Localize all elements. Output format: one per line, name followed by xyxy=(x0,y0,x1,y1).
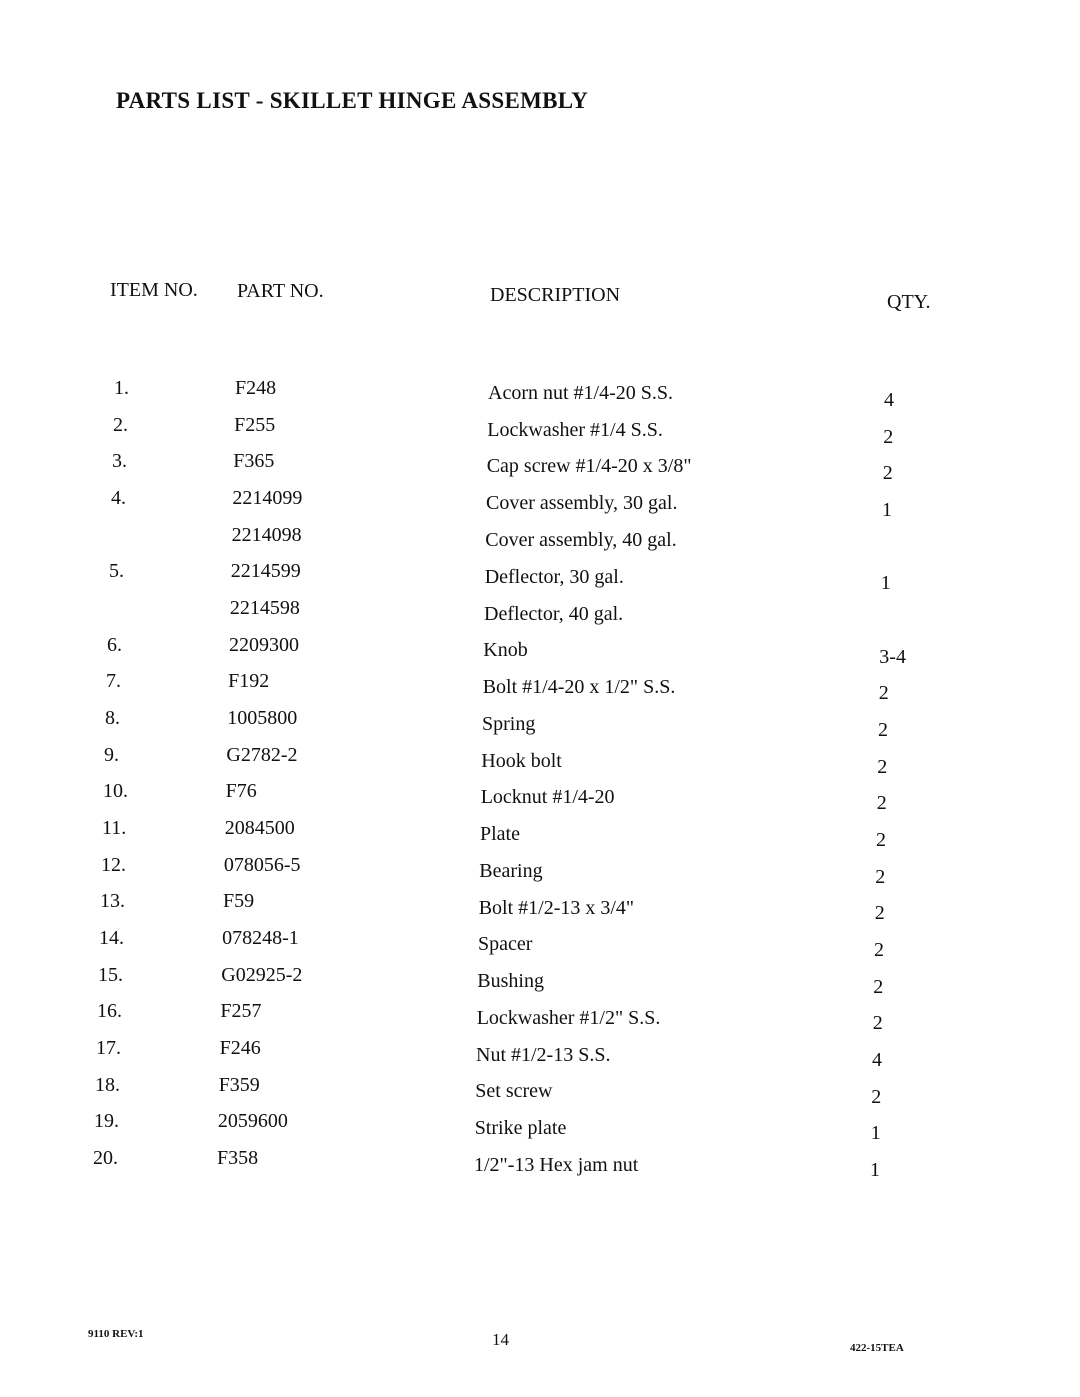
table-row xyxy=(0,743,1080,778)
description: Locknut #1/4-20 xyxy=(480,786,615,809)
table-row xyxy=(0,1110,1080,1145)
part-number: F359 xyxy=(218,1073,260,1096)
part-number: 2214099 xyxy=(232,487,303,509)
page-title: PARTS LIST - SKILLET HINGE ASSEMBLY xyxy=(116,88,589,113)
quantity: 2 xyxy=(874,939,884,961)
part-number: F365 xyxy=(233,450,275,473)
part-number: 078056-5 xyxy=(223,853,301,876)
table-row xyxy=(0,817,1080,851)
column-header-item-no: ITEM NO. xyxy=(110,279,198,301)
item-number: 20. xyxy=(93,1147,118,1169)
description: Cover assembly, 40 gal. xyxy=(485,529,677,552)
quantity: 2 xyxy=(876,829,886,851)
part-number: 2059600 xyxy=(217,1110,288,1133)
column-header-part-no: PART NO. xyxy=(237,280,324,302)
table-row xyxy=(0,963,1080,998)
part-number: 2214599 xyxy=(230,560,301,583)
description: 1/2"-13 Hex jam nut xyxy=(474,1154,639,1176)
table-row xyxy=(0,927,1080,961)
table-row xyxy=(0,597,1080,627)
table-row xyxy=(0,890,1080,925)
item-number: 8. xyxy=(105,707,120,729)
description: Plate xyxy=(480,823,520,846)
quantity: 2 xyxy=(874,902,885,925)
item-number: 15. xyxy=(98,963,123,986)
description: Spring xyxy=(482,712,536,735)
description: Cap screw #1/4-20 x 3/8" xyxy=(486,455,692,478)
part-number: F255 xyxy=(234,413,276,436)
table-row xyxy=(0,1000,1080,1035)
quantity: 2 xyxy=(872,1012,883,1035)
table-row xyxy=(0,524,1080,554)
item-number: 9. xyxy=(104,743,119,766)
description: Spacer xyxy=(478,933,533,956)
description: Nut #1/2-13 S.S. xyxy=(476,1043,611,1066)
description: Bolt #1/4-20 x 1/2" S.S. xyxy=(482,676,676,699)
quantity: 4 xyxy=(884,389,894,411)
description: Knob xyxy=(483,639,528,662)
part-number: 2214598 xyxy=(229,597,300,619)
item-number: 18. xyxy=(95,1073,120,1096)
description: Cover assembly, 30 gal. xyxy=(486,492,678,515)
table-row xyxy=(0,560,1080,595)
table-row xyxy=(0,707,1080,741)
description: Bushing xyxy=(477,970,544,993)
table-row xyxy=(0,487,1080,521)
quantity: 1 xyxy=(880,572,891,595)
quantity: 2 xyxy=(882,462,893,485)
description: Bolt #1/2-13 x 3/4" xyxy=(478,896,635,919)
item-number: 4. xyxy=(111,487,126,509)
part-number: F246 xyxy=(219,1037,261,1059)
description: Lockwasher #1/4 S.S. xyxy=(487,418,663,441)
table-row xyxy=(0,853,1080,888)
quantity: 1 xyxy=(870,1122,881,1145)
part-number: F192 xyxy=(228,670,270,693)
description: Acorn nut #1/4-20 S.S. xyxy=(488,382,673,404)
table-row xyxy=(0,413,1080,448)
description: Hook bolt xyxy=(481,749,562,772)
item-number: 14. xyxy=(99,927,124,949)
item-number: 11. xyxy=(102,817,127,839)
description: Deflector, 30 gal. xyxy=(484,565,624,588)
column-header-description: DESCRIPTION xyxy=(490,284,621,306)
quantity: 2 xyxy=(878,719,888,741)
part-number: 2214098 xyxy=(231,523,302,546)
table-row xyxy=(0,1147,1080,1181)
part-number: 078248-1 xyxy=(222,927,299,949)
quantity: 2 xyxy=(878,682,889,705)
item-number: 17. xyxy=(96,1037,121,1059)
quantity: 2 xyxy=(877,755,888,778)
part-number: F257 xyxy=(220,1000,262,1023)
item-number: 10. xyxy=(103,780,128,803)
quantity: 4 xyxy=(872,1049,882,1071)
part-number: F59 xyxy=(223,890,255,913)
item-number: 7. xyxy=(106,670,121,693)
part-number: F76 xyxy=(225,780,257,803)
part-number: 2209300 xyxy=(229,633,299,656)
quantity: 2 xyxy=(871,1085,882,1108)
description: Deflector, 40 gal. xyxy=(484,602,624,625)
description: Set screw xyxy=(475,1080,553,1103)
item-number: 13. xyxy=(100,890,125,913)
page-number: 14 xyxy=(492,1330,509,1349)
quantity: 2 xyxy=(883,425,894,448)
item-number: 16. xyxy=(97,1000,122,1023)
table-row xyxy=(0,633,1080,668)
table-row xyxy=(0,1037,1080,1071)
item-number: 19. xyxy=(94,1110,119,1133)
part-number: F358 xyxy=(217,1147,259,1169)
description: Bearing xyxy=(479,859,543,882)
quantity: 1 xyxy=(870,1159,880,1181)
table-row xyxy=(0,1073,1080,1108)
part-number: G02925-2 xyxy=(221,963,303,986)
revision-label: 9110 REV:1 xyxy=(88,1328,144,1340)
description: Lockwasher #1/2" S.S. xyxy=(476,1006,661,1029)
item-number: 3. xyxy=(112,450,127,473)
part-number: 1005800 xyxy=(227,707,298,729)
item-number: 1. xyxy=(114,377,129,399)
table-row xyxy=(0,450,1080,485)
table-row xyxy=(0,670,1080,705)
quantity: 2 xyxy=(873,975,884,998)
column-header-qty: QTY. xyxy=(887,291,931,313)
item-number: 2. xyxy=(113,413,128,436)
part-number: G2782-2 xyxy=(226,743,298,766)
quantity: 2 xyxy=(876,792,887,815)
description: Strike plate xyxy=(474,1117,567,1140)
table-row xyxy=(0,377,1080,411)
part-number: 2084500 xyxy=(224,817,295,839)
part-number: F248 xyxy=(235,377,277,399)
quantity: 2 xyxy=(875,865,886,888)
item-number: 6. xyxy=(107,633,122,656)
item-number: 5. xyxy=(109,560,124,583)
document-code: 422-15TEA xyxy=(850,1342,904,1354)
table-row xyxy=(0,780,1080,815)
quantity: 3-4 xyxy=(879,645,906,668)
quantity: 1 xyxy=(882,499,892,521)
item-number: 12. xyxy=(101,853,126,876)
